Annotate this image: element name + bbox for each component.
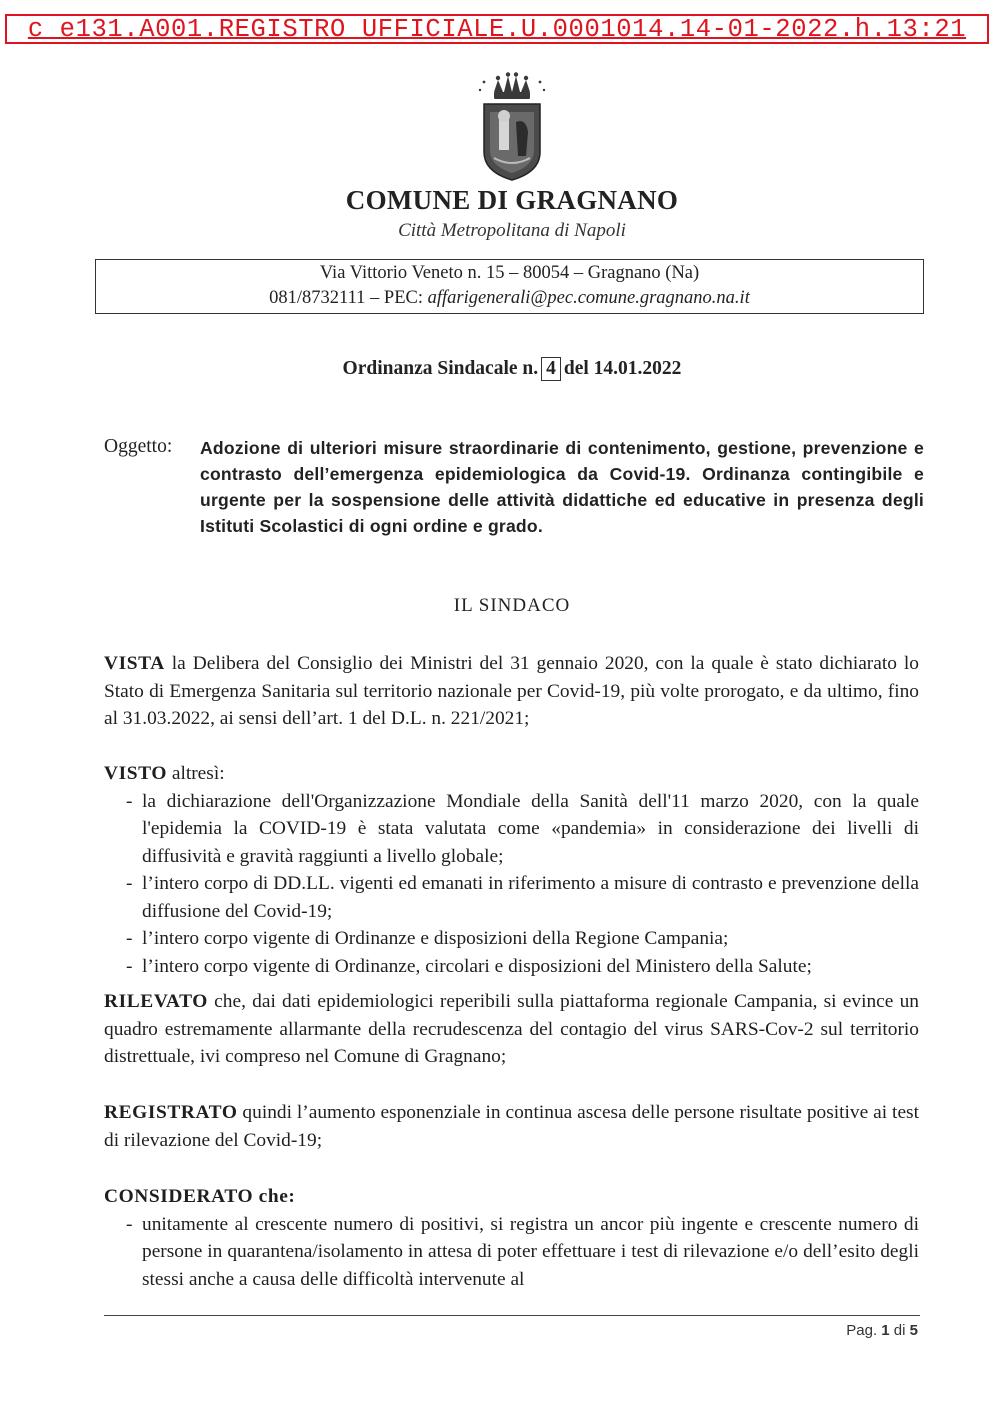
visto-intro [104,760,919,788]
rilevato-keyword: RILEVATO [104,991,208,1012]
contact-prefix: 081/8732111 – PEC: [269,288,428,308]
list-item: - l’intero corpo vigente di Ordinanze e disposizioni della Regione Campania; [126,928,729,949]
visto-keyword: VISTO [104,763,167,784]
section-heading: IL SINDACO [453,595,571,616]
vista-text: la Delibera del Consiglio dei Ministri del 31 gennaio 2020, con la quale è stato dichiarato lo Stato di Emergenza Sanitaria sul territorio nazionale per Covid-19, più volte prorogato, e da ultimo, fino al 31.03.2022, ai sensi dell’art. 1 del D.L. n. 221/2021; [104,653,919,729]
address-line: Via Vittorio Veneto n. 15 – 80054 – Gragnano (Na) [319,263,700,283]
oggetto-label: Oggetto: [104,436,173,457]
list-item: - l’intero corpo di DD.LL. vigenti ed emanati in riferimento a misure di contrasto e prevenzione della diffusione del Covid-19; [126,873,919,922]
municipality-subtitle: Città Metropolitana di Napoli [398,220,626,241]
ordinance-date: del 14.01.2022 [563,358,682,379]
ordinance-prefix: Ordinanza Sindacale n. [342,358,539,379]
visto-list [104,788,919,981]
considerato-intro [104,1183,919,1211]
considerato-keyword: CONSIDERATO che: [104,1186,296,1207]
registrato-text: quindi l’aumento esponenziale in continua ascesa delle persone risultate positive ai test di rilevazione del Covid-19; [104,1102,919,1151]
footer-divider [104,1315,920,1316]
list-item: - l’intero corpo vigente di Ordinanze, circolari e disposizioni del Ministero della Salute; [126,955,812,977]
pec-email: affarigenerali@pec.comune.gragnano.na.it [427,288,750,308]
rilevato-paragraph [104,988,919,1071]
list-item: - la dichiarazione dell'Organizzazione Mondiale della Sanità dell'11 marzo 2020, con la quale l'epidemia la COVID-19 è stata valutata come «pandemia» in considerazione dei livelli di diffusività e gravità raggiunti a livello globale; [126,790,919,867]
protocol-stamp: c_e131.A001.REGISTRO UFFICIALE.U.0001014.14-01-2022.h.13:21 [5,14,989,44]
list-item: - unitamente al crescente numero di positivi, si registra un ancor più ingente e crescente numero di persone in quarantena/isolamento in attesa di poter effettuare i test di rilevazione e/o dell’esito degli stessi anche a causa delle difficoltà intervenute al [126,1213,919,1290]
oggetto-text: Adozione di ulteriori misure straordinarie di contenimento, gestione, prevenzione e contrasto dell’emergenza epidemiologica da Covid-19. Ordinanza contingibile e urgente per la sospensione delle attività didattiche ed educative in presenza degli Istituti Scolastici di ogni ordine e grado. [200,438,924,536]
contact-line [96,286,923,311]
vista-keyword: VISTA [104,653,165,674]
registrato-paragraph [104,1099,919,1154]
considerato-list [104,1211,919,1294]
coat-of-arms-crest-icon [474,72,550,182]
municipality-title: COMUNE DI GRAGNANO [345,185,679,215]
visto-suffix: altresì: [167,763,225,784]
visto-paragraph [104,760,919,980]
considerato-paragraph [104,1183,919,1293]
rilevato-text: che, dai dati epidemiologici reperibili sulla piattaforma regionale Campania, si evince un quadro estremamente allarmante della recrudescenza del contagio del virus SARS-Cov-2 sul territorio distrettuale, ivi compreso nel Comune di Gragnano; [104,991,919,1067]
address-box [95,259,924,314]
registrato-keyword: REGISTRATO [104,1102,238,1123]
ordinance-number: 4 [541,357,561,381]
ordinance-heading [0,357,1000,381]
page-number: Pag. 1 di 5 [846,1322,918,1339]
vista-paragraph [104,650,919,733]
